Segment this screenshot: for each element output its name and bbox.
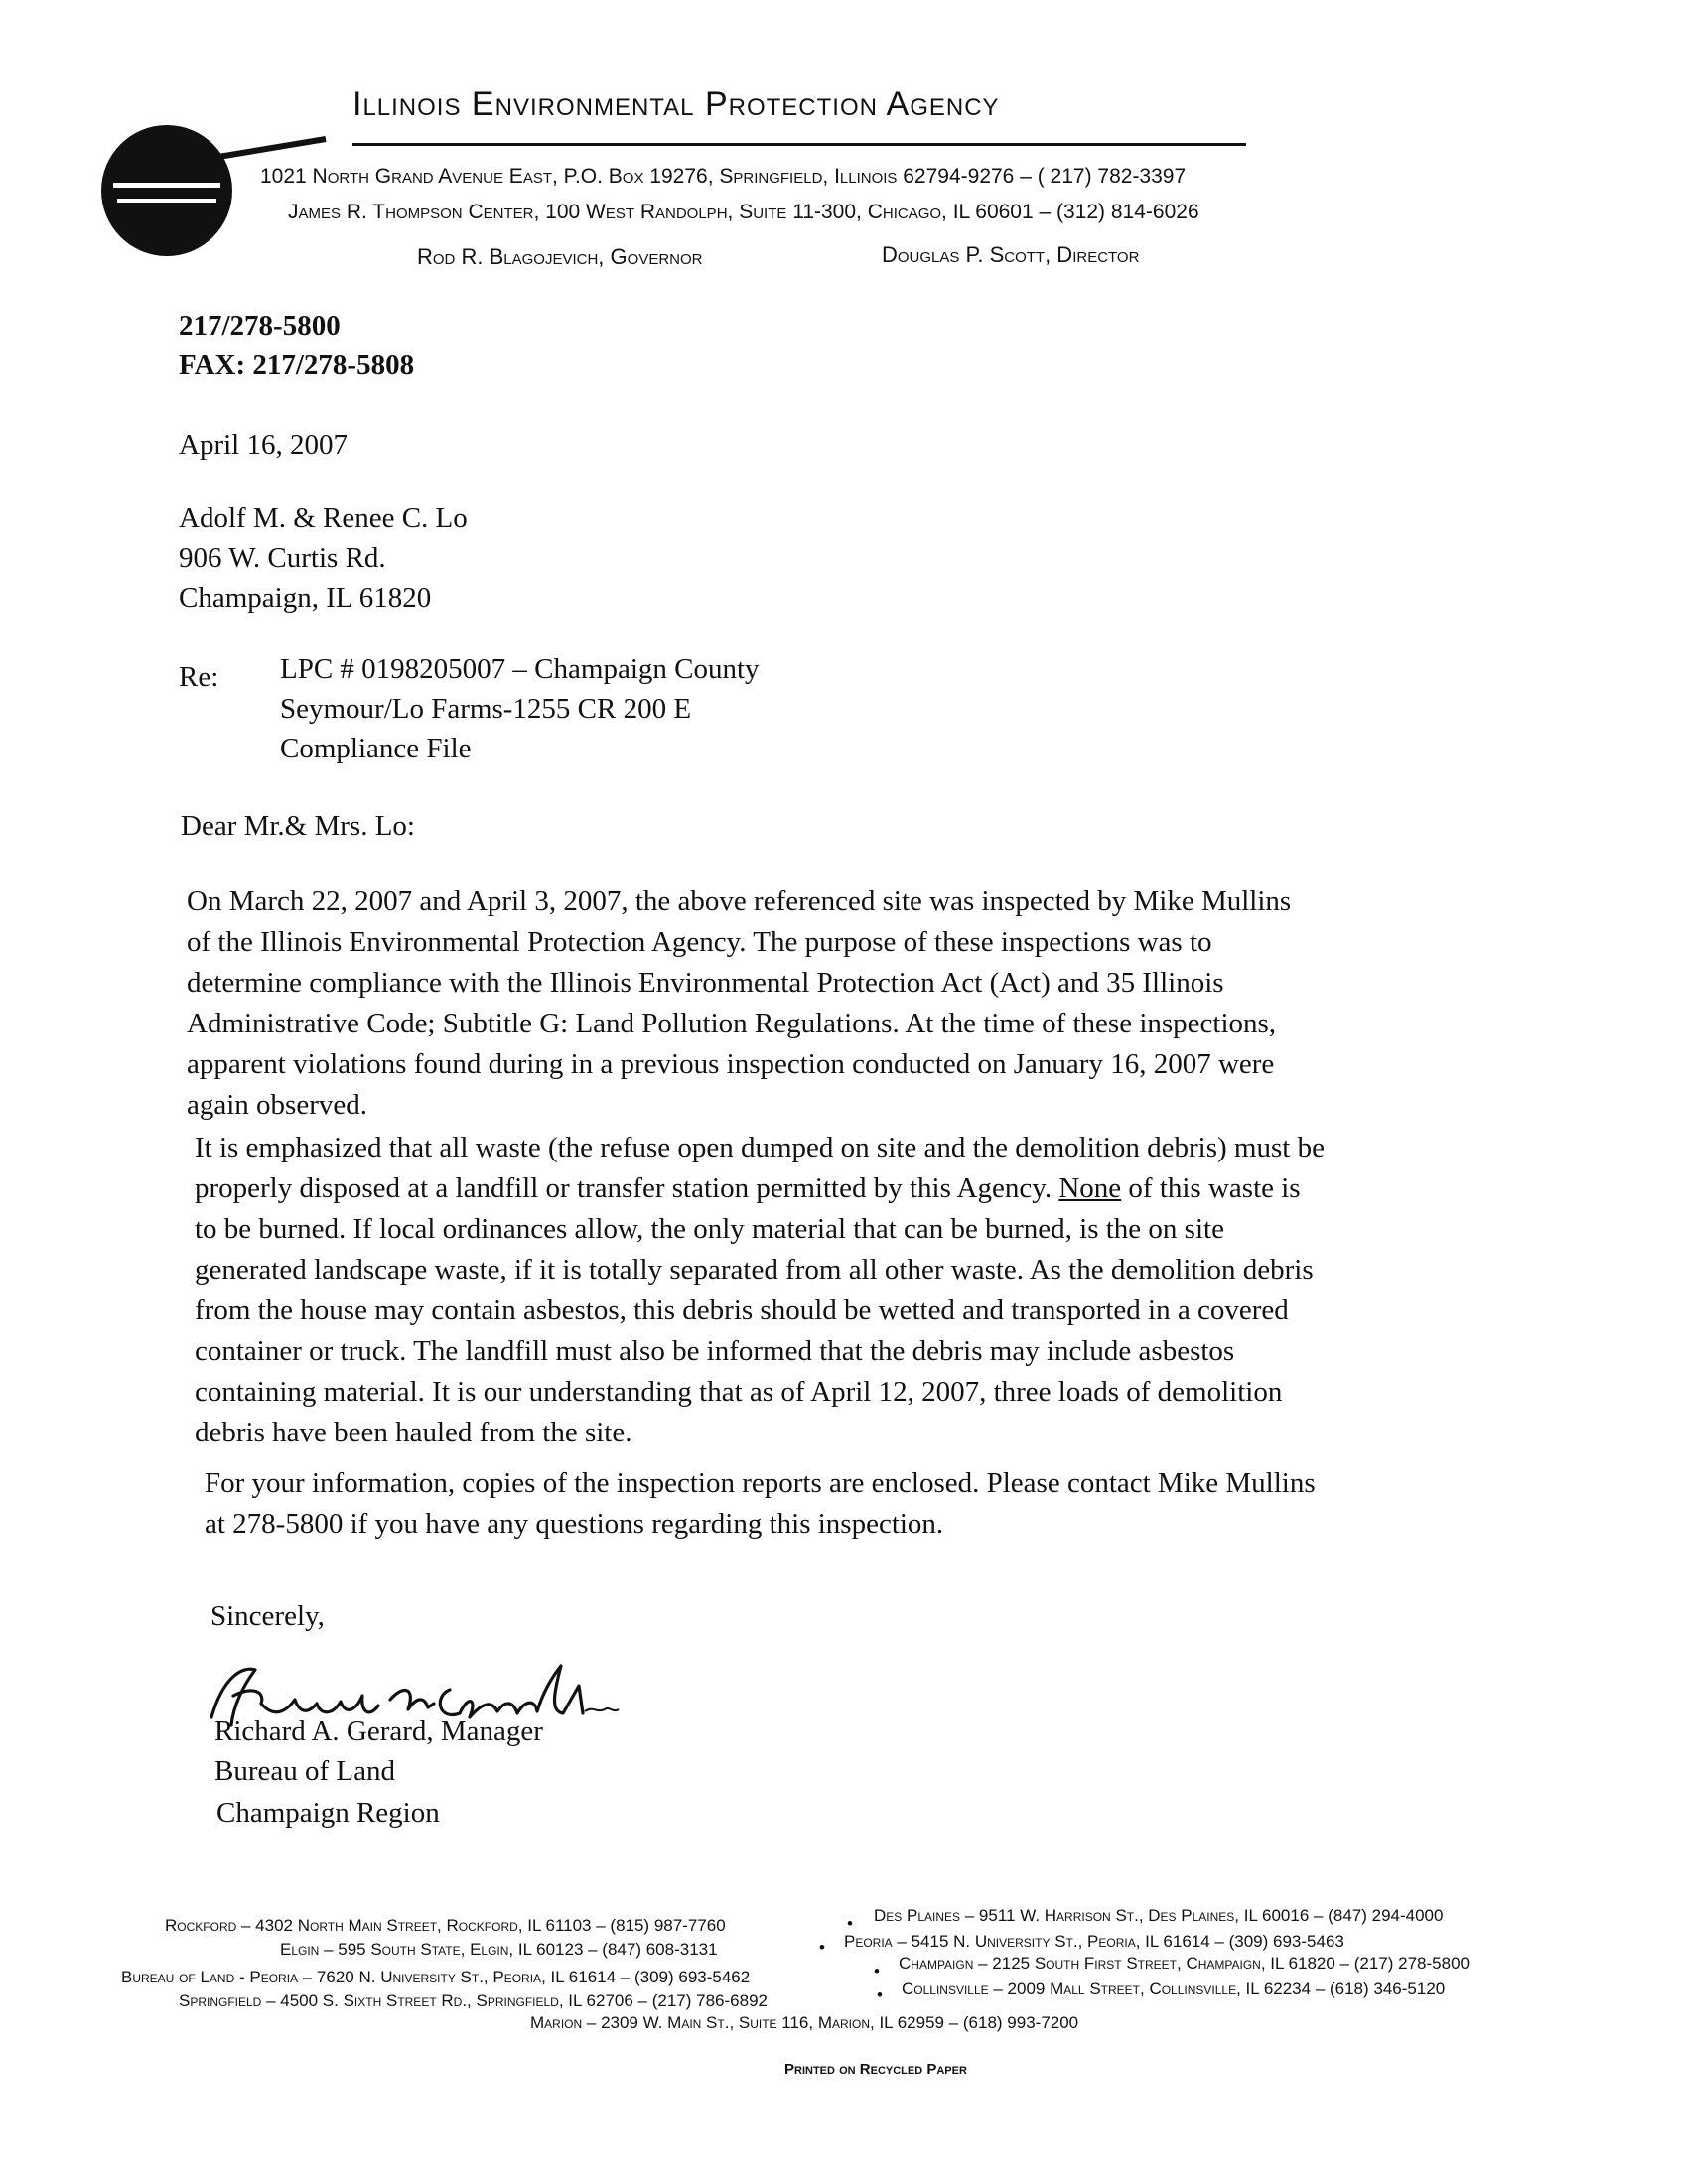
paragraph-line: containing material. It is our understanding that as of April 12, 2007, three loads of demolition <box>195 1376 1283 1408</box>
footer-elgin: Elgin – 595 South State, Elgin, IL 60123 – (847) 608-3131 <box>280 1940 718 1959</box>
text-run: properly disposed at a landfill or transfer station permitted by this Agency. <box>195 1172 1059 1204</box>
footer-bullet: • <box>874 1962 880 1980</box>
agency-name: Illinois Environmental Protection Agency <box>352 85 1000 123</box>
paragraph-line: container or truck. The landfill must also be informed that the debris may include asbestos <box>195 1335 1235 1367</box>
recipient-city: Champaign, IL 61820 <box>179 582 432 614</box>
footer-des-plaines: Des Plaines – 9511 W. Harrison St., Des Plaines, IL 60016 – (847) 294-4000 <box>874 1906 1444 1925</box>
paragraph-line: Administrative Code; Subtitle G: Land Pollution Regulations. At the time of these inspections, <box>187 1008 1277 1039</box>
paragraph-line <box>195 1168 1325 1209</box>
recycled-paper-note: Printed on Recycled Paper <box>784 2061 967 2078</box>
region-name: Champaign Region <box>216 1797 440 1829</box>
springfield-address: 1021 North Grand Avenue East, P.O. Box 19276, Springfield, Illinois 62794-9276 – ( 217) 782-3397 <box>260 165 1187 188</box>
footer-champaign: Champaign – 2125 South First Street, Champaign, IL 61820 – (217) 278-5800 <box>899 1954 1470 1973</box>
re-line-3: Compliance File <box>280 733 472 764</box>
closing: Sincerely, <box>210 1600 325 1632</box>
paragraph-line: at 278-5800 if you have any questions regarding this inspection. <box>205 1508 944 1540</box>
paragraph-2 <box>195 1128 1325 1453</box>
footer-springfield: Springfield – 4500 S. Sixth Street Rd., Springfield, IL 62706 – (217) 786-6892 <box>179 1991 768 2010</box>
paragraph-line: determine compliance with the Illinois Environmental Protection Act (Act) and 35 Illinois <box>187 967 1224 999</box>
paragraph-line: to be burned. If local ordinances allow, the only material that can be burned, is the on site <box>195 1213 1224 1245</box>
footer-bullet: • <box>877 1985 883 2004</box>
paragraph-line: again observed. <box>187 1089 367 1121</box>
footer-bullet: • <box>819 1938 825 1957</box>
director-name: Douglas P. Scott, Director <box>882 242 1140 267</box>
footer-marion: Marion – 2309 W. Main St., Suite 116, Marion, IL 62959 – (618) 993-7200 <box>530 2013 1079 2032</box>
underlined-word: None <box>1058 1172 1122 1204</box>
paragraph-line: For your information, copies of the inspection reports are enclosed. Please contact Mike Mullins <box>205 1467 1316 1499</box>
paragraph-line: It is emphasized that all waste (the refuse open dumped on site and the demolition debris) must be <box>195 1132 1325 1163</box>
text-run: of this waste is <box>1121 1172 1301 1204</box>
footer-peoria: Peoria – 5415 N. University St., Peoria, IL 61614 – (309) 693-5463 <box>844 1932 1344 1951</box>
iepa-logo <box>99 119 328 278</box>
paragraph-line: On March 22, 2007 and April 3, 2007, the above referenced site was inspected by Mike Mullins <box>187 886 1292 917</box>
paragraph-line: generated landscape waste, if it is totally separated from all other waste. As the demolition debris <box>195 1254 1314 1286</box>
bureau-name: Bureau of Land <box>214 1755 395 1787</box>
paragraph-line: debris have been hauled from the site. <box>195 1417 632 1448</box>
re-line-2: Seymour/Lo Farms-1255 CR 200 E <box>280 693 692 725</box>
letter-date: April 16, 2007 <box>179 429 348 461</box>
paragraph-line: apparent violations found during in a previous inspection conducted on January 16, 2007 were <box>187 1048 1275 1080</box>
footer-bureau-of-land-peoria: Bureau of Land - Peoria – 7620 N. University St., Peoria, IL 61614 – (309) 693-5462 <box>121 1968 751 1986</box>
paragraph-3 <box>205 1463 1316 1545</box>
paragraph-line: of the Illinois Environmental Protection Agency. The purpose of these inspections was to <box>187 926 1212 958</box>
re-label: Re: <box>179 661 219 693</box>
fax-number: FAX: 217/278-5808 <box>179 349 415 381</box>
footer-collinsville: Collinsville – 2009 Mall Street, Collinsville, IL 62234 – (618) 346-5120 <box>902 1979 1446 1998</box>
recipient-name: Adolf M. & Renee C. Lo <box>179 502 468 534</box>
recipient-street: 906 W. Curtis Rd. <box>179 542 386 574</box>
re-line-1: LPC # 0198205007 – Champaign County <box>280 653 760 685</box>
salutation: Dear Mr.& Mrs. Lo: <box>181 810 415 842</box>
footer-bullet: • <box>847 1914 853 1933</box>
signer-name: Richard A. Gerard, Manager <box>214 1715 543 1747</box>
chicago-address: James R. Thompson Center, 100 West Randolph, Suite 11-300, Chicago, IL 60601 – (312) 814-6026 <box>288 201 1199 223</box>
header-rule <box>352 143 1246 146</box>
governor-name: Rod R. Blagojevich, Governor <box>417 244 703 269</box>
footer-rockford: Rockford – 4302 North Main Street, Rockford, IL 61103 – (815) 987-7760 <box>165 1916 726 1935</box>
phone-number: 217/278-5800 <box>179 310 341 341</box>
paragraph-line: from the house may contain asbestos, this debris should be wetted and transported in a covered <box>195 1295 1289 1326</box>
paragraph-1 <box>187 882 1291 1126</box>
